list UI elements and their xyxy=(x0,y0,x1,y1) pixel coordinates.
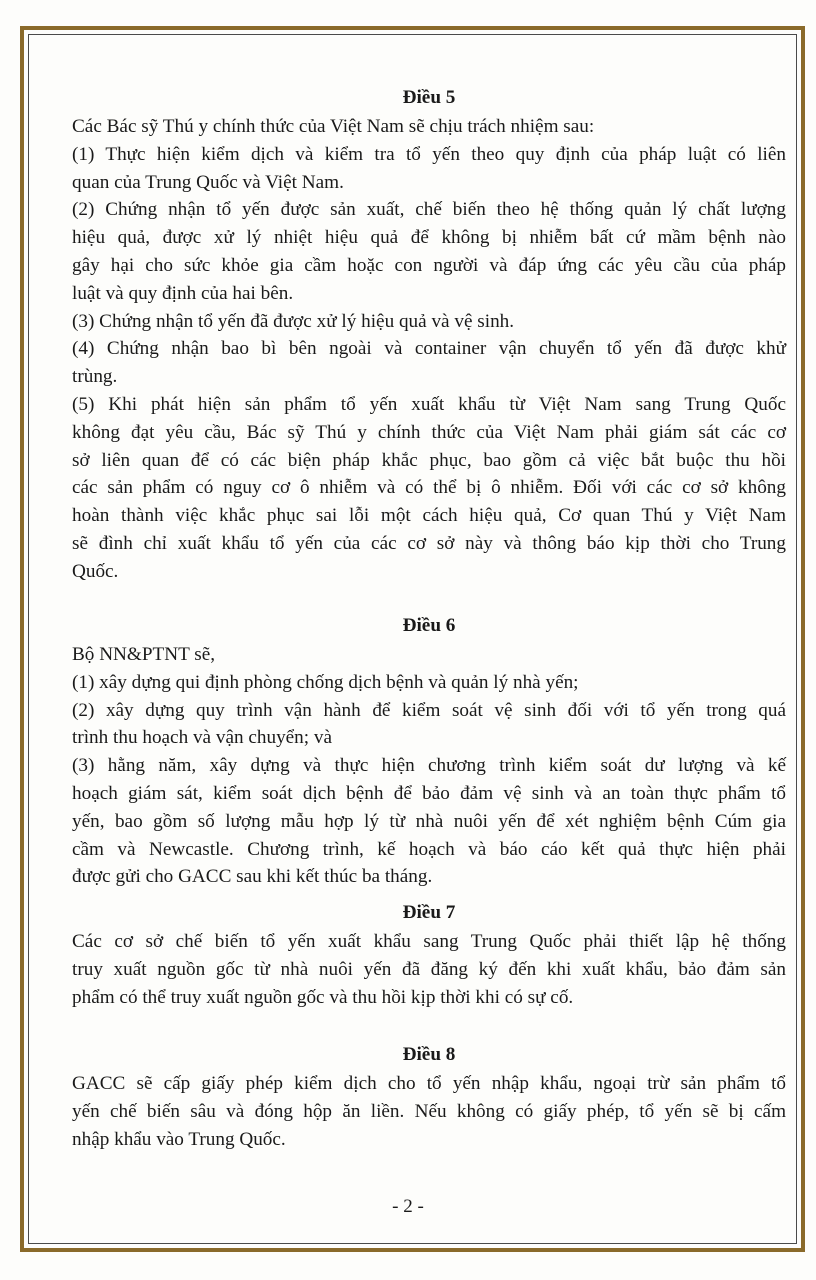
paragraph xyxy=(72,391,786,586)
text-line: (2) Chứng nhận tổ yến được sản xuất, chế biến theo hệ thống quản lý chất lượng xyxy=(72,199,786,221)
article-heading: Điều 5 xyxy=(402,87,456,108)
article-heading: Điều 8 xyxy=(402,1044,456,1065)
text-line: luật và quy định của hai bên. xyxy=(72,282,294,304)
text-line: sở liên quan để có các biện pháp khắc phục, bao gồm cả việc bắt buộc thu hồi xyxy=(72,449,786,471)
text-line: GACC sẽ cấp giấy phép kiểm dịch cho tổ yến nhập khẩu, ngoại trừ sản phẩm tổ xyxy=(72,1073,786,1094)
text-line: được gửi cho GACC sau khi kết thúc ba tháng. xyxy=(72,866,433,888)
text-line: (1) xây dựng qui định phòng chống dịch bệnh và quản lý nhà yến; xyxy=(72,671,579,693)
text-line: truy xuất nguồn gốc từ nhà nuôi yến đã đăng ký đến khi xuất khẩu, bảo đảm sản xyxy=(72,958,786,980)
article-8 xyxy=(72,1041,786,1153)
text-line: phẩm có thể truy xuất nguồn gốc và thu hồi kịp thời khi có sự cố. xyxy=(72,986,574,1008)
text-line: cầm và Newcastle. Chương trình, kế hoạch và báo cáo kết quả thực hiện phải xyxy=(72,838,786,860)
article-7 xyxy=(72,899,786,1011)
article-6 xyxy=(72,612,786,891)
article-heading: Điều 7 xyxy=(402,902,456,923)
text-line: sẽ đình chỉ xuất khẩu tổ yến của các cơ sở này và thông báo kịp thời cho Trung xyxy=(72,532,786,554)
paragraph xyxy=(72,1070,786,1153)
text-line: (2) xây dựng quy trình vận hành để kiểm soát vệ sinh đối với tổ yến trong quá xyxy=(72,699,786,721)
text-line: (1) Thực hiện kiểm dịch và kiểm tra tổ yến theo quy định của pháp luật có liên xyxy=(72,143,786,165)
text-line: yến chế biến sâu và đóng hộp ăn liền. Nếu không có giấy phép, tổ yến sẽ bị cấm xyxy=(72,1100,786,1122)
text-line: (4) Chứng nhận bao bì bên ngoài và container vận chuyển tổ yến đã được khử xyxy=(72,338,786,360)
text-line: hoàn thành việc khắc phục sai lỗi một cách hiệu quả, Cơ quan Thú y Việt Nam xyxy=(72,505,786,527)
text-line: Các cơ sở chế biến tổ yến xuất khẩu sang Trung Quốc phải thiết lập hệ thống xyxy=(72,931,786,952)
text-line: Bộ NN&PTNT sẽ, xyxy=(72,644,216,665)
paragraph xyxy=(72,697,786,753)
paragraph xyxy=(72,308,786,336)
article-5 xyxy=(72,84,786,586)
text-line: không đạt yêu cầu, Bác sỹ Thú y chính thức của Việt Nam phải giám sát các cơ xyxy=(72,421,786,443)
text-line: yến, bao gồm số lượng mẫu hợp lý từ nhà nuôi yến để xét nghiệm bệnh Cúm gia xyxy=(72,810,786,832)
paragraph xyxy=(72,641,786,669)
text-line: hiệu quả, được xử lý nhiệt hiệu quả để không bị nhiễm bất cứ mầm bệnh nào xyxy=(72,227,786,249)
text-line: (3) hằng năm, xây dựng và thực hiện chương trình kiểm soát dư lượng và kế xyxy=(72,755,786,777)
text-line: trình thu hoạch và vận chuyển; và xyxy=(72,727,333,749)
text-line: Quốc. xyxy=(72,560,119,582)
text-line: gây hại cho sức khỏe gia cầm hoặc con người và đáp ứng các yêu cầu của pháp xyxy=(72,254,786,276)
text-line: (5) Khi phát hiện sản phẩm tổ yến xuất khẩu từ Việt Nam sang Trung Quốc xyxy=(72,393,786,415)
paragraph xyxy=(72,669,786,697)
text-line: hoạch giám sát, kiểm soát dịch bệnh để bảo đảm vệ sinh và an toàn thực phẩm tổ xyxy=(72,782,786,804)
paragraph xyxy=(72,196,786,307)
text-line: (3) Chứng nhận tổ yến đã được xử lý hiệu quả và vệ sinh. xyxy=(72,310,515,332)
paragraph xyxy=(72,928,786,1011)
text-line: Các Bác sỹ Thú y chính thức của Việt Nam sẽ chịu trách nhiệm sau: xyxy=(72,116,595,137)
paragraph xyxy=(72,141,786,197)
text-line: nhập khẩu vào Trung Quốc. xyxy=(72,1128,286,1150)
article-heading: Điều 6 xyxy=(402,615,456,636)
text-line: trùng. xyxy=(72,366,118,388)
paragraph xyxy=(72,335,786,391)
text-line: quan của Trung Quốc và Việt Nam. xyxy=(72,171,344,193)
page-number: - 2 - xyxy=(392,1196,424,1217)
text-line: các sản phẩm có nguy cơ ô nhiễm và có thể bị ô nhiễm. Đối với các cơ sở không xyxy=(72,477,786,499)
paragraph xyxy=(72,113,786,141)
paragraph xyxy=(72,752,786,891)
